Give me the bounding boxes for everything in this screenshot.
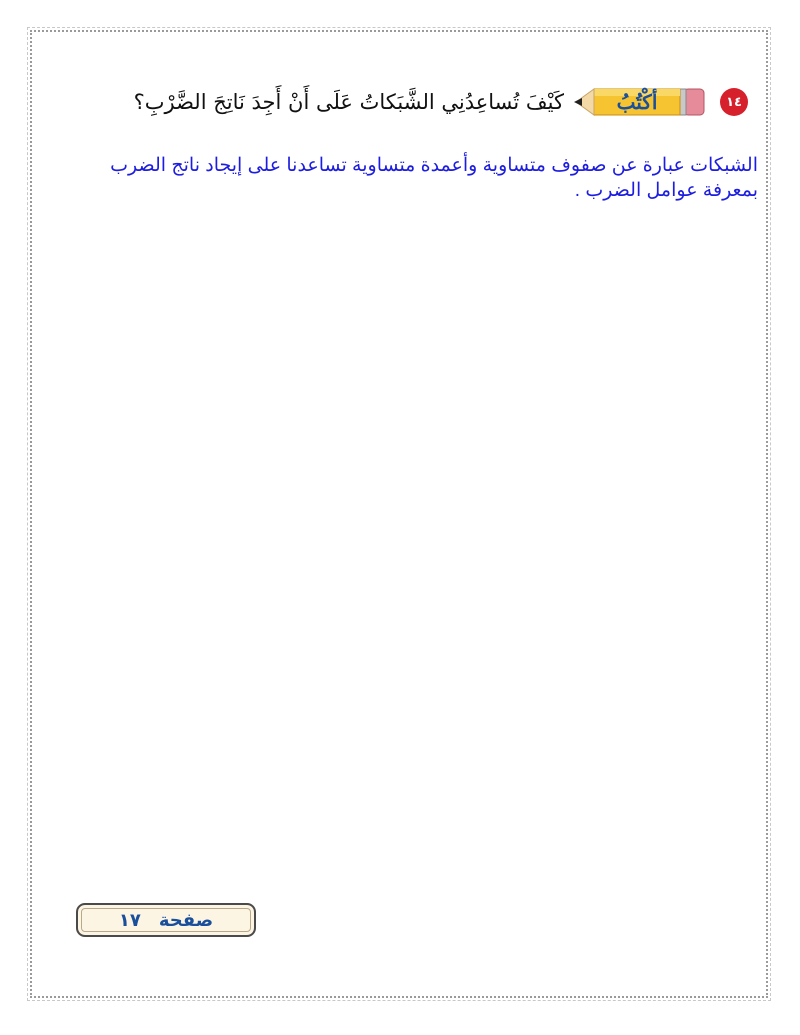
page-number: ١٧ bbox=[118, 909, 141, 931]
question-text: كَيْفَ تُساعِدُنِي الشَّبَكاتُ عَلَى أَنْ أَجِدَ نَاتِجَ الضَّرْبِ؟ bbox=[133, 90, 564, 114]
question-row bbox=[38, 80, 760, 124]
answer-line-2: بمعرفة عوامل الضرب . bbox=[574, 180, 758, 201]
write-tag-label: أكْتُبُ bbox=[616, 90, 658, 114]
page-number-label bbox=[76, 903, 256, 937]
pencil-icon bbox=[572, 85, 712, 119]
question-number-badge: ١٤ bbox=[720, 88, 748, 116]
page-word: صفحة bbox=[158, 909, 214, 931]
answer-line-1: الشبكات عبارة عن صفوف متساوية وأعمدة متساوية تساعدنا على إيجاد ناتج الضرب bbox=[110, 155, 758, 176]
answer-text bbox=[38, 153, 758, 203]
